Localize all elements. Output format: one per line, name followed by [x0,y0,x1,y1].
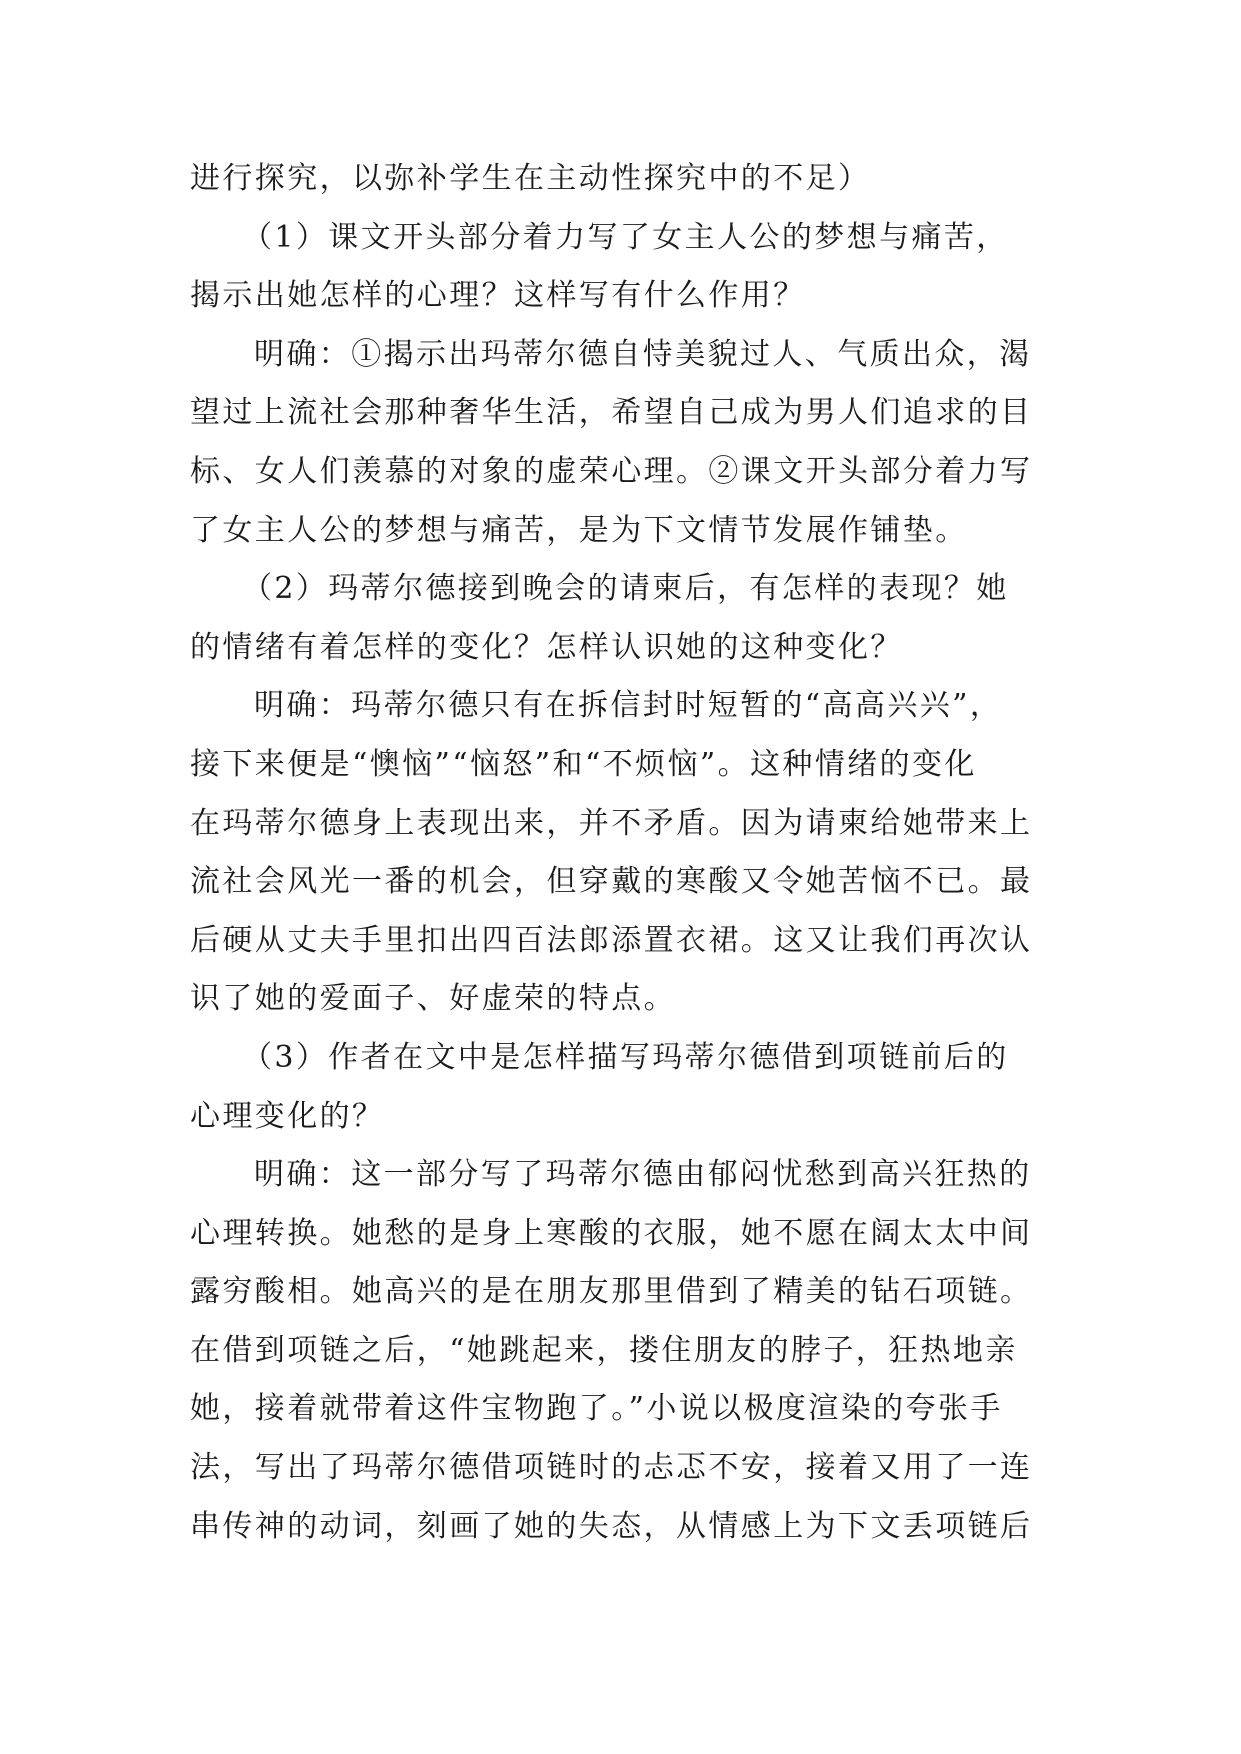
text-line: 进行探究，以弥补学生在主动性探究中的不足） [190,161,871,196]
text-line: 标、女人们羡慕的对象的虚荣心理。②课文开头部分着力写 [190,453,1033,489]
text-line: 的情绪有着怎样的变化？怎样认识她的这种变化？ [190,629,903,665]
answer-line: 明确：玛蒂尔德只有在拆信封时短暂的“高高兴兴”， [254,688,1003,724]
text-line: 她，接着就带着这件宝物跑了。”小说以极度渲染的夸张手 [190,1391,1003,1427]
text-line: 法，写出了玛蒂尔德借项链时的忐忑不安，接着又用了一连 [190,1450,1033,1486]
text-line: 露穷酸相。她高兴的是在朋友那里借到了精美的钻石项链。 [190,1274,1033,1310]
text-line: 流社会风光一番的机会，但穿戴的寒酸又令她苦恼不已。最 [190,864,1033,900]
question-line: （3）作者在文中是怎样描写玛蒂尔德借到项链前后的 [242,1039,1009,1075]
text-line: 后硬从丈夫手里扣出四百法郎添置衣裙。这又让我们再次认 [190,922,1033,958]
text-line: 在借到项链之后，“她跳起来，搂住朋友的脖子，狂热地亲 [190,1332,1018,1368]
text-line: 了女主人公的梦想与痛苦，是为下文情节发展作铺垫。 [190,512,968,548]
text-line: 心理转换。她愁的是身上寒酸的衣服，她不愿在阔太太中间 [190,1215,1033,1251]
text-line: 心理变化的？ [190,1098,385,1134]
question-line: （1）课文开头部分着力写了女主人公的梦想与痛苦， [242,219,1009,255]
answer-line: 明确：①揭示出玛蒂尔德自恃美貌过人、气质出众，渴 [254,336,1032,372]
document-body [190,150,1060,1556]
text-line: 接下来便是“懊恼”“恼怒”和“不烦恼”。这种情绪的变化 [190,746,977,782]
text-line: 揭示出她怎样的心理？这样写有什么作用？ [190,278,806,314]
text-line: 在玛蒂尔德身上表现出来，并不矛盾。因为请柬给她带来上 [190,805,1033,841]
text-line: 望过上流社会那种奢华生活，希望自己成为男人们追求的目 [190,395,1033,431]
answer-line: 明确：这一部分写了玛蒂尔德由郁闷忧愁到高兴狂热的 [254,1157,1032,1193]
text-line: 识了她的爱面子、好虚荣的特点。 [190,981,676,1017]
question-line: （2）玛蒂尔德接到晚会的请柬后，有怎样的表现？她 [242,571,1009,607]
text-line: 串传神的动词，刻画了她的失态，从情感上为下文丢项链后 [190,1508,1033,1544]
